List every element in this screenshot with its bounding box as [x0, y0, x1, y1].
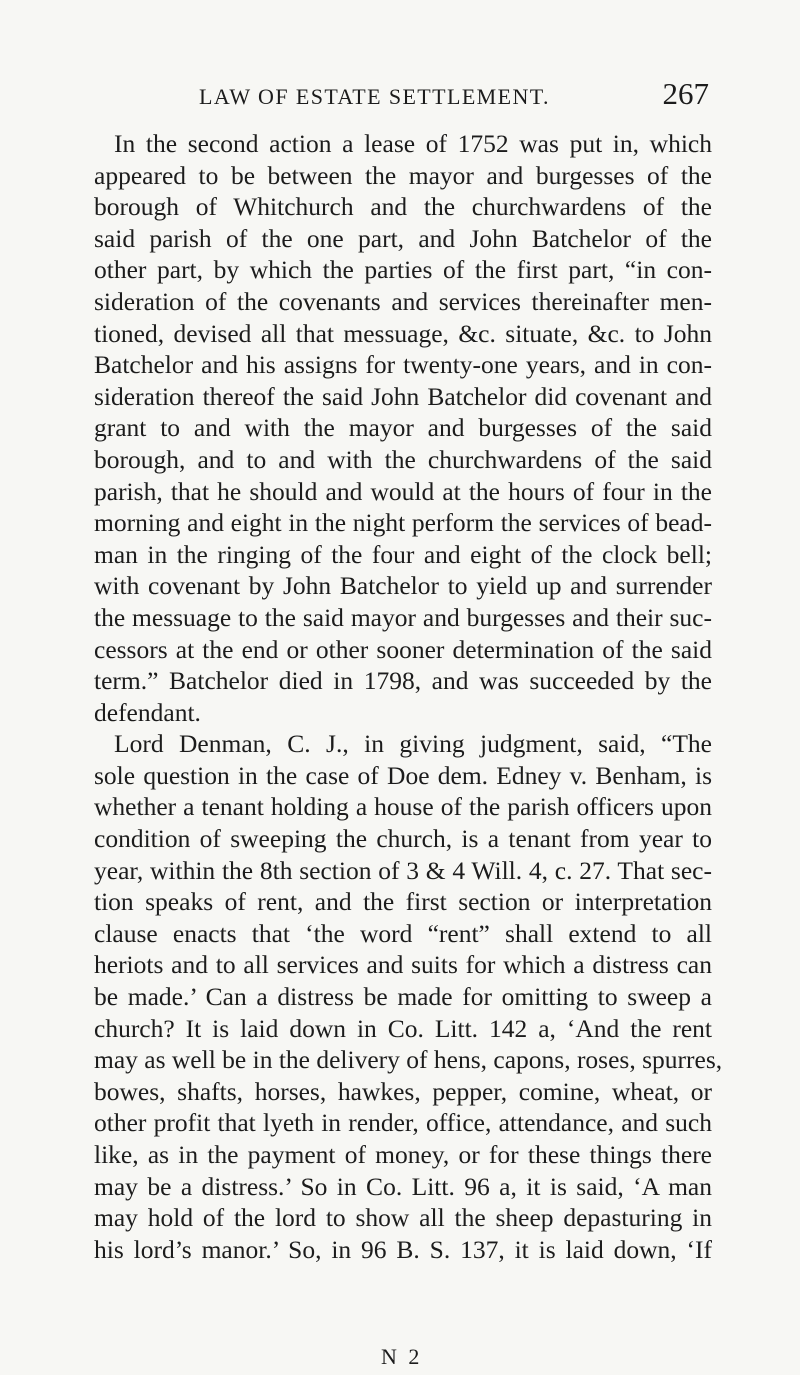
text-line: other part, by which the parties of the first part, “in con- [94, 255, 712, 285]
text-line: may as well be in the delivery of hens, capons, roses, spurres, [94, 1045, 723, 1075]
text-line: clause enacts that ‘the word “rent” shall extend to all [94, 918, 712, 948]
text-line: like, as in the payment of money, or for these things there [94, 1140, 712, 1169]
paragraph [94, 728, 723, 1265]
text-line: the messuage to the said mayor and burgesses and their suc- [94, 602, 712, 632]
text-line: sole question in the case of Doe dem. Edney v. Benham, is [94, 760, 712, 790]
text-line: grant to and with the mayor and burgesses of the said [94, 413, 712, 443]
text-line: church? It is laid down in Co. Litt. 142 a, ‘And the rent [94, 1013, 712, 1043]
text-line: sideration thereof the said John Batchelor did covenant and [94, 381, 712, 411]
text-line: man in the ringing of the four and eight of the clock bell; [94, 539, 712, 569]
body-text [94, 128, 723, 1265]
text-line: cessors at the end or other sooner determination of the said [94, 634, 712, 664]
text-line: tioned, devised all that messuage, &c. situate, &c. to John [94, 318, 712, 348]
text-line: be made.’ Can a distress be made for omitting to sweep a [94, 982, 712, 1012]
text-line: sideration of the covenants and services thereinafter men- [94, 286, 712, 316]
text-line: bowes, shafts, horses, hawkes, pepper, comine, wheat, or [94, 1076, 712, 1106]
text-line: parish, that he should and would at the hours of four in the [94, 476, 712, 506]
text-line: In the second action a lease of 1752 was put in, which [114, 129, 712, 158]
running-head [199, 76, 709, 118]
text-line: defendant. [94, 697, 201, 727]
text-line: may hold of the lord to show all the sheep depasturing in [94, 1203, 712, 1233]
text-line: borough, and to and with the churchwardens of the said [94, 444, 712, 474]
text-line: with covenant by John Batchelor to yield up and surrender [94, 571, 712, 601]
running-title: LAW OF ESTATE SETTLEMENT. [199, 84, 550, 109]
text-line: whether a tenant holding a house of the parish officers upon [94, 792, 712, 822]
text-line: Batchelor and his assigns for twenty-one years, and in con- [94, 350, 712, 380]
text-line: may be a distress.’ So in Co. Litt. 96 a, it is said, ‘A man [94, 1171, 712, 1201]
text-line: term.” Batchelor died in 1798, and was succeeded by the [94, 666, 712, 696]
text-line: tion speaks of rent, and the first section or interpretation [94, 887, 712, 917]
text-line: said parish of the one part, and John Batchelor of the [94, 223, 712, 253]
text-line: morning and eight in the night perform the services of bead- [94, 508, 712, 538]
text-line: heriots and to all services and suits for which a distress can [94, 950, 712, 980]
paragraph [94, 128, 712, 728]
text-line: Lord Denman, C. J., in giving judgment, said, “The [114, 729, 712, 759]
text-line: year, within the 8th section of 3 & 4 Will. 4, c. 27. That sec- [94, 855, 712, 885]
signature-mark: N 2 [381, 1344, 423, 1369]
text-line: other profit that lyeth in render, office, attendance, and such [94, 1108, 712, 1138]
text-line: borough of Whitchurch and the churchwardens of the [94, 192, 712, 222]
text-line: his lord’s manor.’ So, in 96 B. S. 137, it is laid down, ‘If [94, 1234, 712, 1264]
page-number: 267 [662, 76, 709, 111]
text-line: appeared to be between the mayor and burgesses of the [94, 160, 712, 190]
text-line: condition of sweeping the church, is a tenant from year to [94, 824, 712, 854]
